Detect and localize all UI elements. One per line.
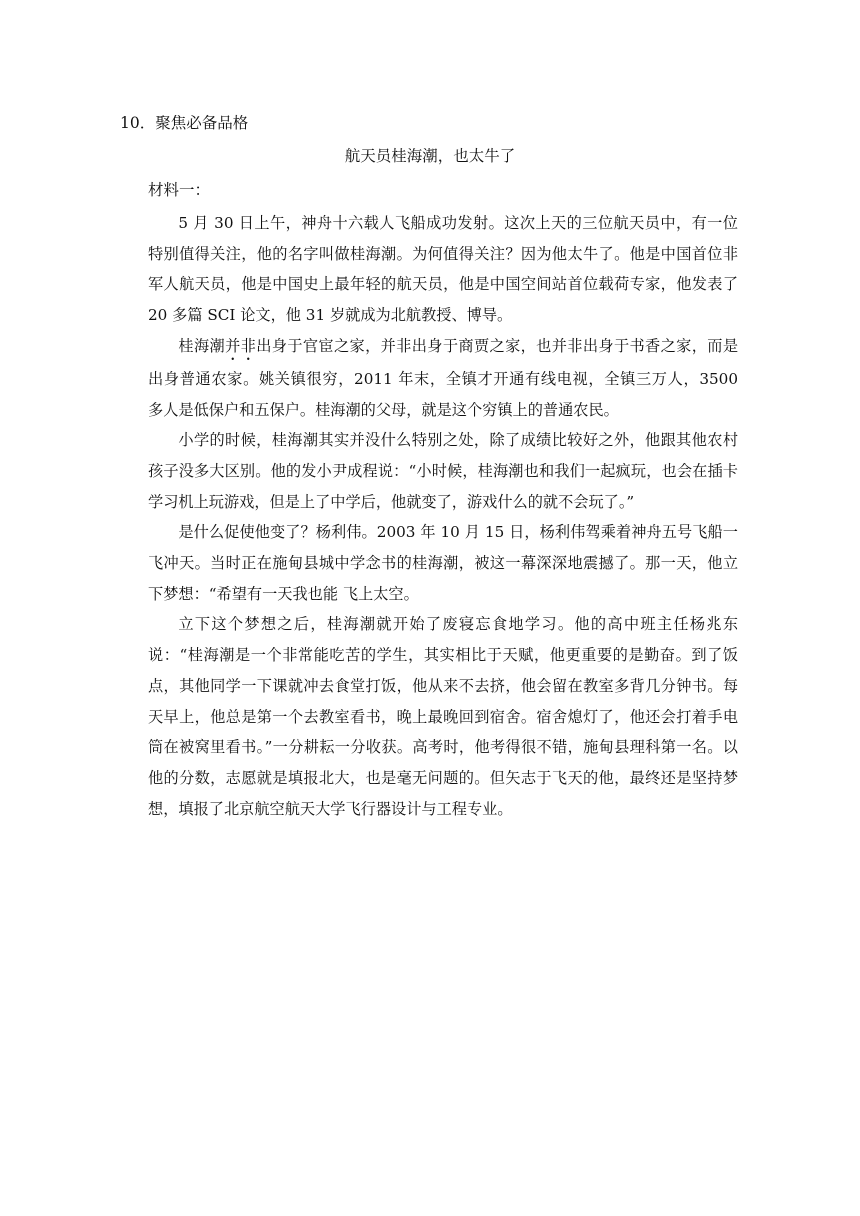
paragraph-4: 是什么促使他变了？杨利伟。2003 年 10 月 15 日，杨利伟驾乘着神舟五号飞船一飞冲天。当时正在施甸县城中学念书的桂海潮，被这一幕深深地震撼了。那一天，他立下梦想：“希望有一天我也能 飞上太空。 [148,523,738,603]
paragraph-1: 5 月 30 日上午，神舟十六载人飞船成功发射。这次上天的三位航天员中，有一位特别值得关注，他的名字叫做桂海潮。为何值得关注？因为他太牛了。他是中国首位非军人航天员，他是中国史上最年轻的航天员，他是中国空间站首位载荷专家，他发表了 20 多篇 SCI 论文，他 31 岁就成为北航教授、博导。 [148,214,738,325]
article-body [148,208,754,824]
paragraph-2-lead: 桂海潮 [178,336,226,355]
material-label: 材料一： [148,181,211,199]
paragraph-2-rest: 出身于官宦之家，并非出身于商贾之家，也并非出身于书香之家，而是出身普通农家。姚关镇很穷，2011 年末，全镇才开通有线电视，全镇三万人，3500 多人是低保户和五保户。桂海潮的父母，就是这个穷镇上的普通农民。 [148,336,754,419]
paragraph-3: 小学的时候，桂海潮其实并没什么特别之处，除了成绩比较好之外，他跟其他农村孩子没多大区别。他的发小尹成程说：“小时候，桂海潮也和我们一起疯玩，也会在插卡学习机上玩游戏，但是上了中学后，他就变了，游戏什么的就不会玩了。” [148,431,738,511]
paragraph-2 [148,331,754,425]
article-title: 航天员桂海潮，也太牛了 [344,147,516,165]
question-heading: 10．聚焦必备品格 [120,114,249,132]
emphasized-word: 并非 [225,336,257,355]
paragraph-5: 立下这个梦想之后，桂海潮就开始了废寝忘食地学习。他的高中班主任杨兆东说：“桂海潮是一个非常能吃苦的学生，其实相比于天赋，他更重要的是勤奋。到了饭点，其他同学一下课就冲去食堂打饭，他从来不去挤，他会留在教室多背几分钟书。每天早上，他总是第一个去教室看书，晚上最晚回到宿舍。宿舍熄灯了，他还会打着手电筒在被窝里看书。”一分耕耘一分收获。高考时，他考得很不错，施甸县理科第一名。以他的分数，志愿就是填报北大，也是毫无问题的。但矢志于飞天的他，最终还是坚持梦想，填报了北京航空航天大学飞行器设计与工程专业。 [148,615,738,818]
